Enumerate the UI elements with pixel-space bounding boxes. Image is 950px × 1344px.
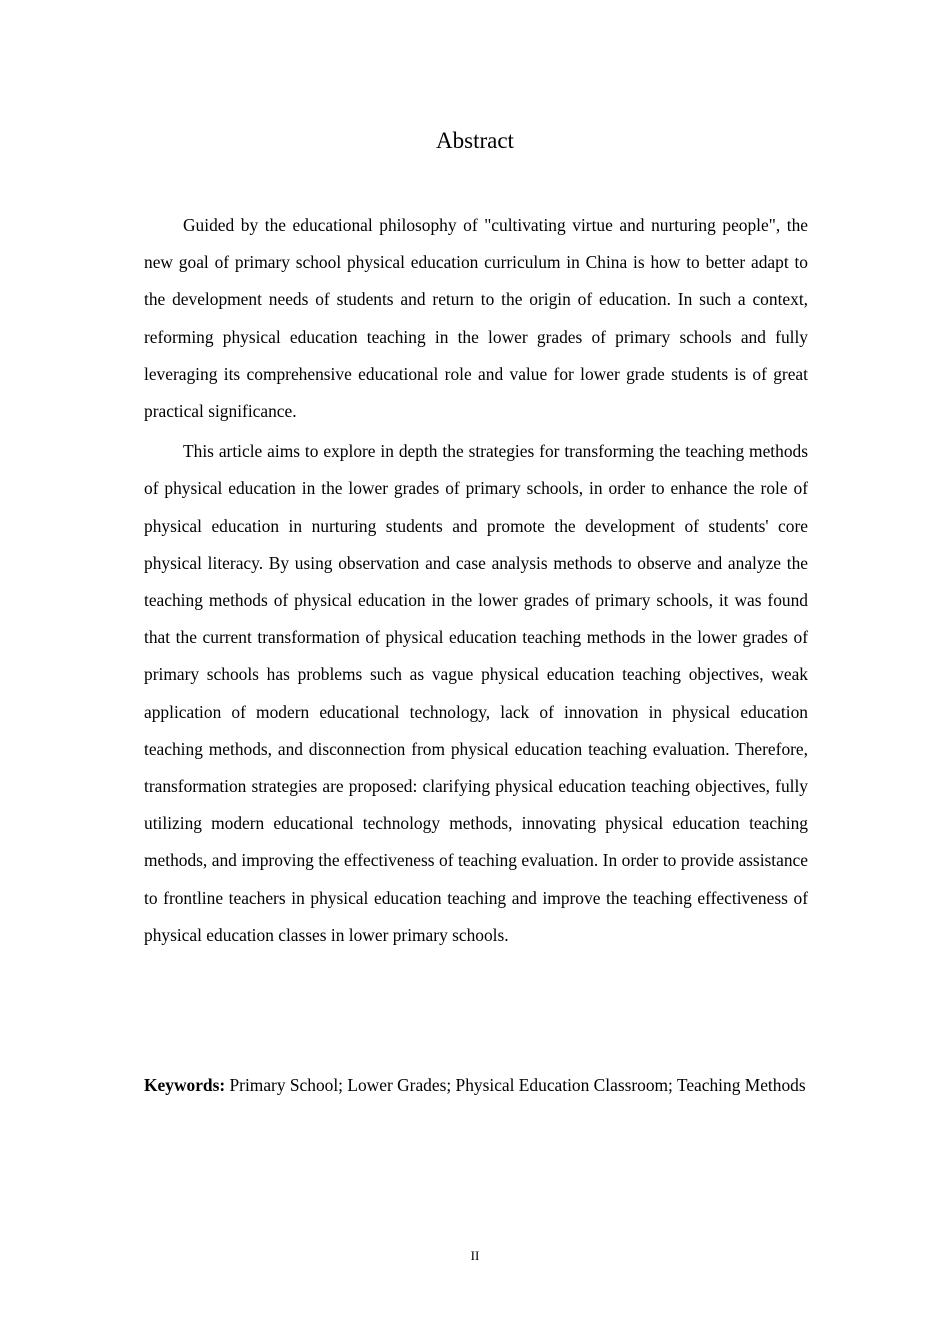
abstract-paragraph-2: This article aims to explore in depth the strategies for transforming the teaching methods of physical education in the lower grades of primary schools, in order to enhance the role of physical education in nurturing students and promote the development of students' core physical literacy. By using observation and case analysis methods to observe and analyze the teaching methods of physical education in the lower grades of primary schools, it was found that the current transformation of physical education teaching methods in the lower grades of primary schools has problems such as vague physical education teaching objectives, weak application of modern educational technology, lack of innovation in physical education teaching methods, and disconnection from physical education teaching evaluation. Therefore, transformation strategies are proposed: clarifying physical education teaching objectives, fully utilizing modern educational technology methods, innovating physical education teaching methods, and improving the effectiveness of teaching evaluation. In order to provide assistance to frontline teachers in physical education teaching and improve the teaching effectiveness of physical education classes in lower primary schools. <box>144 441 808 945</box>
abstract-body <box>144 207 808 957</box>
page-number: II <box>470 1248 480 1263</box>
page-title: Abstract <box>436 128 514 153</box>
keywords-label: Keywords: <box>144 1075 226 1095</box>
keywords-text: Primary School; Lower Grades; Physical Education Classroom; Teaching Methods <box>225 1075 806 1095</box>
abstract-paragraph-1: Guided by the educational philosophy of "cultivating virtue and nurturing people", the new goal of primary school physical education curriculum in China is how to better adapt to the development needs of students and return to the origin of education. In such a context, reforming physical education teaching in the lower grades of primary schools and fully leveraging its comprehensive educational role and value for lower grade students is of great practical significance. <box>144 215 808 422</box>
keywords-line <box>144 1068 808 1102</box>
